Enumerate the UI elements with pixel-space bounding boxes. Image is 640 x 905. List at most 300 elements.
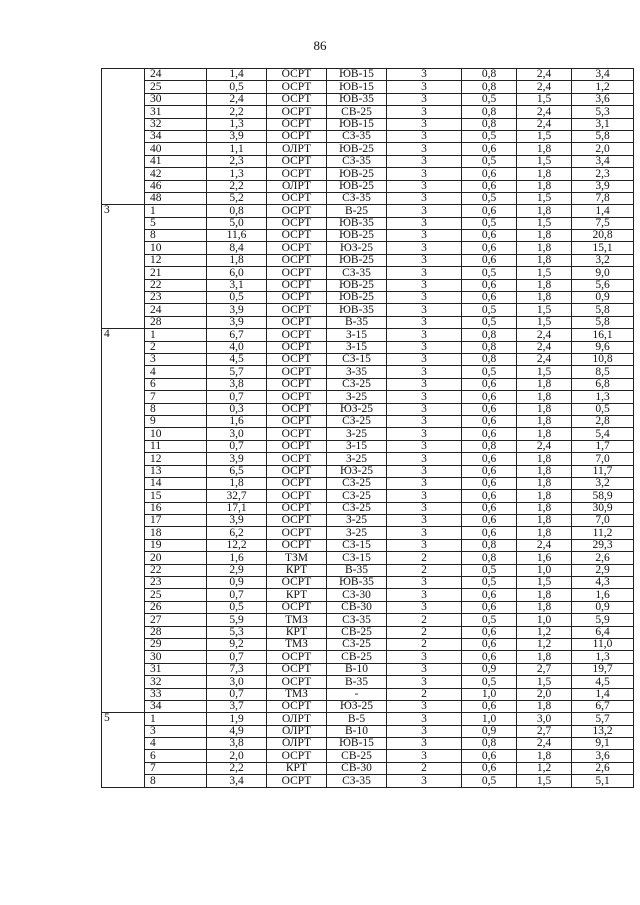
allotment-number-cell: 17: [145, 515, 207, 527]
class-cell: 3: [387, 539, 462, 551]
table-row: [102, 366, 634, 378]
type-cell: ОСРТ: [267, 700, 327, 712]
type-cell: КРТ: [267, 564, 327, 576]
allotment-number-cell: 20: [145, 552, 207, 564]
height-cell: 0,6: [462, 168, 517, 180]
composition-cell: СВ-25: [327, 106, 387, 118]
area-cell: 6,0: [207, 267, 267, 279]
composition-cell: З-25: [327, 428, 387, 440]
type-cell: ОСРТ: [267, 81, 327, 93]
area-cell: 3,0: [207, 428, 267, 440]
composition-cell: ЮВ-25: [327, 279, 387, 291]
area-cell: 5,9: [207, 614, 267, 626]
area-cell: 4,5: [207, 353, 267, 365]
composition-cell: ЮВ-35: [327, 93, 387, 105]
composition-cell: ЮЗ-25: [327, 242, 387, 254]
composition-cell: СЗ-25: [327, 638, 387, 650]
class-cell: 2: [387, 638, 462, 650]
type-cell: ОЛРТ: [267, 143, 327, 155]
allotment-number-cell: 8: [145, 230, 207, 242]
table-row: [102, 378, 634, 390]
allotment-number-cell: 1: [145, 329, 207, 341]
table-row: [102, 130, 634, 142]
allotment-number-cell: 13: [145, 465, 207, 477]
height-cell: 0,5: [462, 676, 517, 688]
height-cell: 0,6: [462, 490, 517, 502]
area-cell: 0,7: [207, 440, 267, 452]
area-cell: 1,8: [207, 477, 267, 489]
class-cell: 3: [387, 775, 462, 787]
area-cell: 5,2: [207, 192, 267, 204]
allotment-number-cell: 30: [145, 93, 207, 105]
width-cell: 1,8: [517, 453, 572, 465]
allotment-number-cell: 7: [145, 762, 207, 774]
table-row: [102, 453, 634, 465]
width-cell: 1,8: [517, 180, 572, 192]
table-row: [102, 292, 634, 304]
table-row: [102, 254, 634, 266]
type-cell: КРТ: [267, 626, 327, 638]
height-cell: 0,9: [462, 725, 517, 737]
type-cell: ОСРТ: [267, 651, 327, 663]
class-cell: 2: [387, 762, 462, 774]
height-cell: 0,6: [462, 292, 517, 304]
allotment-number-cell: 6: [145, 750, 207, 762]
volume-cell: 20,8: [572, 230, 634, 242]
area-cell: 0,5: [207, 601, 267, 613]
volume-cell: 8,5: [572, 366, 634, 378]
width-cell: 1,5: [517, 316, 572, 328]
table-row: [102, 341, 634, 353]
volume-cell: 3,9: [572, 180, 634, 192]
height-cell: 0,5: [462, 267, 517, 279]
height-cell: 0,8: [462, 69, 517, 81]
table-row: [102, 552, 634, 564]
composition-cell: СЗ-35: [327, 614, 387, 626]
page-number: 86: [313, 38, 327, 53]
width-cell: 1,8: [517, 391, 572, 403]
class-cell: 3: [387, 676, 462, 688]
allotment-number-cell: 5: [145, 217, 207, 229]
width-cell: 2,7: [517, 663, 572, 675]
area-cell: 2,3: [207, 155, 267, 167]
width-cell: 1,5: [517, 267, 572, 279]
width-cell: 2,4: [517, 106, 572, 118]
table-row: [102, 440, 634, 452]
table-row: [102, 564, 634, 576]
composition-cell: ЮВ-25: [327, 168, 387, 180]
class-cell: 3: [387, 254, 462, 266]
volume-cell: 3,2: [572, 477, 634, 489]
type-cell: ОСРТ: [267, 428, 327, 440]
type-cell: ОСРТ: [267, 106, 327, 118]
width-cell: 1,8: [517, 292, 572, 304]
area-cell: 3,9: [207, 316, 267, 328]
width-cell: 1,8: [517, 242, 572, 254]
table-row: [102, 465, 634, 477]
class-cell: 3: [387, 130, 462, 142]
table-row: [102, 242, 634, 254]
table-row: [102, 143, 634, 155]
class-cell: 3: [387, 242, 462, 254]
volume-cell: 5,9: [572, 614, 634, 626]
width-cell: 1,8: [517, 143, 572, 155]
width-cell: 2,4: [517, 738, 572, 750]
volume-cell: 5,3: [572, 106, 634, 118]
height-cell: 0,5: [462, 775, 517, 787]
section-number-cell: 4: [102, 329, 145, 713]
area-cell: 5,3: [207, 626, 267, 638]
width-cell: 1,8: [517, 490, 572, 502]
volume-cell: 1,4: [572, 688, 634, 700]
width-cell: 1,8: [517, 168, 572, 180]
height-cell: 0,6: [462, 254, 517, 266]
allotment-number-cell: 28: [145, 626, 207, 638]
area-cell: 6,7: [207, 329, 267, 341]
volume-cell: 5,4: [572, 428, 634, 440]
class-cell: 3: [387, 279, 462, 291]
height-cell: 0,5: [462, 192, 517, 204]
type-cell: ОСРТ: [267, 242, 327, 254]
table-row: [102, 279, 634, 291]
volume-cell: 2,9: [572, 564, 634, 576]
type-cell: ОСРТ: [267, 515, 327, 527]
area-cell: 7,3: [207, 663, 267, 675]
table-row: [102, 515, 634, 527]
volume-cell: 6,8: [572, 378, 634, 390]
allotment-number-cell: 40: [145, 143, 207, 155]
type-cell: ОСРТ: [267, 353, 327, 365]
height-cell: 0,5: [462, 130, 517, 142]
allotment-number-cell: 15: [145, 490, 207, 502]
type-cell: ОСРТ: [267, 527, 327, 539]
allotment-number-cell: 3: [145, 353, 207, 365]
type-cell: ОСРТ: [267, 440, 327, 452]
height-cell: 0,6: [462, 589, 517, 601]
type-cell: ОСРТ: [267, 130, 327, 142]
volume-cell: 5,6: [572, 279, 634, 291]
height-cell: 0,6: [462, 700, 517, 712]
height-cell: 0,5: [462, 614, 517, 626]
type-cell: ОСРТ: [267, 168, 327, 180]
height-cell: 0,6: [462, 143, 517, 155]
allotment-number-cell: 11: [145, 440, 207, 452]
area-cell: 12,2: [207, 539, 267, 551]
volume-cell: 2,3: [572, 168, 634, 180]
area-cell: 3,8: [207, 738, 267, 750]
area-cell: 0,8: [207, 205, 267, 217]
composition-cell: З-25: [327, 515, 387, 527]
height-cell: 0,6: [462, 465, 517, 477]
height-cell: 0,8: [462, 552, 517, 564]
type-cell: ОСРТ: [267, 391, 327, 403]
composition-cell: З-15: [327, 329, 387, 341]
table-row: [102, 738, 634, 750]
volume-cell: 1,7: [572, 440, 634, 452]
area-cell: 3,9: [207, 453, 267, 465]
composition-cell: В-35: [327, 564, 387, 576]
table-row: [102, 192, 634, 204]
composition-cell: СЗ-35: [327, 192, 387, 204]
table-row: [102, 589, 634, 601]
table-row: [102, 267, 634, 279]
class-cell: 3: [387, 415, 462, 427]
table-row: [102, 118, 634, 130]
volume-cell: 5,8: [572, 130, 634, 142]
area-cell: 0,7: [207, 688, 267, 700]
class-cell: 3: [387, 663, 462, 675]
composition-cell: ЮВ-25: [327, 143, 387, 155]
width-cell: 1,0: [517, 614, 572, 626]
table-row: [102, 205, 634, 217]
area-cell: 3,9: [207, 515, 267, 527]
type-cell: ТМЗ: [267, 688, 327, 700]
area-cell: 3,4: [207, 775, 267, 787]
width-cell: 1,5: [517, 577, 572, 589]
class-cell: 3: [387, 428, 462, 440]
composition-cell: ЮВ-25: [327, 180, 387, 192]
composition-cell: СЗ-35: [327, 130, 387, 142]
table-row: [102, 638, 634, 650]
area-cell: 3,9: [207, 130, 267, 142]
area-cell: 2,2: [207, 762, 267, 774]
height-cell: 0,6: [462, 601, 517, 613]
composition-cell: СЗ-25: [327, 490, 387, 502]
composition-cell: В-10: [327, 725, 387, 737]
area-cell: 0,7: [207, 589, 267, 601]
area-cell: 17,1: [207, 502, 267, 514]
table-row: [102, 676, 634, 688]
class-cell: 2: [387, 552, 462, 564]
class-cell: 3: [387, 205, 462, 217]
class-cell: 3: [387, 440, 462, 452]
composition-cell: СЗ-15: [327, 353, 387, 365]
width-cell: 1,8: [517, 428, 572, 440]
allotment-number-cell: 28: [145, 316, 207, 328]
composition-cell: З-25: [327, 453, 387, 465]
composition-cell: СВ-30: [327, 601, 387, 613]
width-cell: 1,8: [517, 279, 572, 291]
width-cell: 1,8: [517, 601, 572, 613]
type-cell: ОЛРТ: [267, 738, 327, 750]
allotment-number-cell: 26: [145, 601, 207, 613]
type-cell: ОСРТ: [267, 316, 327, 328]
width-cell: 2,4: [517, 539, 572, 551]
allotment-number-cell: 23: [145, 577, 207, 589]
allotment-number-cell: 32: [145, 676, 207, 688]
area-cell: 3,1: [207, 279, 267, 291]
width-cell: 1,2: [517, 638, 572, 650]
class-cell: 3: [387, 589, 462, 601]
height-cell: 0,5: [462, 217, 517, 229]
area-cell: 3,0: [207, 676, 267, 688]
height-cell: 0,6: [462, 762, 517, 774]
area-cell: 2,9: [207, 564, 267, 576]
allotment-number-cell: 34: [145, 130, 207, 142]
class-cell: 3: [387, 577, 462, 589]
table-row: [102, 713, 634, 725]
composition-cell: ЮВ-15: [327, 69, 387, 81]
volume-cell: 2,6: [572, 552, 634, 564]
height-cell: 1,0: [462, 688, 517, 700]
area-cell: 6,5: [207, 465, 267, 477]
area-cell: 4,0: [207, 341, 267, 353]
type-cell: ОСРТ: [267, 304, 327, 316]
width-cell: 1,5: [517, 93, 572, 105]
height-cell: 0,8: [462, 341, 517, 353]
table-row: [102, 762, 634, 774]
section-number-cell: [102, 69, 145, 205]
class-cell: 3: [387, 700, 462, 712]
class-cell: 2: [387, 614, 462, 626]
type-cell: ОСРТ: [267, 601, 327, 613]
allotment-number-cell: 41: [145, 155, 207, 167]
type-cell: ОСРТ: [267, 118, 327, 130]
composition-cell: З-15: [327, 440, 387, 452]
volume-cell: 1,2: [572, 81, 634, 93]
height-cell: 0,6: [462, 205, 517, 217]
class-cell: 3: [387, 651, 462, 663]
area-cell: 0,7: [207, 391, 267, 403]
composition-cell: ЮЗ-25: [327, 403, 387, 415]
allotment-number-cell: 33: [145, 688, 207, 700]
class-cell: 3: [387, 341, 462, 353]
section-number-cell: 3: [102, 205, 145, 329]
type-cell: ОСРТ: [267, 155, 327, 167]
allotment-number-cell: 10: [145, 428, 207, 440]
volume-cell: 16,1: [572, 329, 634, 341]
width-cell: 2,4: [517, 353, 572, 365]
table-row: [102, 502, 634, 514]
table-row: [102, 168, 634, 180]
width-cell: 1,8: [517, 465, 572, 477]
height-cell: 0,6: [462, 242, 517, 254]
type-cell: ОСРТ: [267, 750, 327, 762]
composition-cell: З-35: [327, 366, 387, 378]
volume-cell: 2,6: [572, 762, 634, 774]
width-cell: 2,4: [517, 341, 572, 353]
class-cell: 3: [387, 601, 462, 613]
composition-cell: СВ-25: [327, 626, 387, 638]
class-cell: 3: [387, 502, 462, 514]
allotment-number-cell: 29: [145, 638, 207, 650]
allotment-number-cell: 9: [145, 415, 207, 427]
height-cell: 0,6: [462, 378, 517, 390]
width-cell: 2,4: [517, 440, 572, 452]
width-cell: 1,5: [517, 192, 572, 204]
volume-cell: 3,6: [572, 750, 634, 762]
class-cell: 3: [387, 329, 462, 341]
composition-cell: СЗ-30: [327, 589, 387, 601]
type-cell: ОЛРТ: [267, 725, 327, 737]
width-cell: 1,5: [517, 155, 572, 167]
composition-cell: ЮВ-25: [327, 230, 387, 242]
type-cell: ОСРТ: [267, 254, 327, 266]
type-cell: КРТ: [267, 762, 327, 774]
area-cell: 0,3: [207, 403, 267, 415]
allotment-number-cell: 4: [145, 366, 207, 378]
composition-cell: З-25: [327, 527, 387, 539]
height-cell: 1,0: [462, 713, 517, 725]
volume-cell: 3,6: [572, 93, 634, 105]
height-cell: 0,6: [462, 477, 517, 489]
allotment-number-cell: 16: [145, 502, 207, 514]
type-cell: ОСРТ: [267, 329, 327, 341]
composition-cell: ЮВ-15: [327, 118, 387, 130]
type-cell: ТМЗ: [267, 638, 327, 650]
width-cell: 1,5: [517, 775, 572, 787]
volume-cell: 15,1: [572, 242, 634, 254]
area-cell: 0,7: [207, 651, 267, 663]
height-cell: 0,6: [462, 415, 517, 427]
allotment-number-cell: 31: [145, 106, 207, 118]
height-cell: 0,5: [462, 577, 517, 589]
table-row: [102, 663, 634, 675]
area-cell: 11,6: [207, 230, 267, 242]
table-row: [102, 688, 634, 700]
class-cell: 3: [387, 69, 462, 81]
section-number-cell: 5: [102, 713, 145, 787]
type-cell: ОСРТ: [267, 69, 327, 81]
class-cell: 3: [387, 192, 462, 204]
table-row: [102, 428, 634, 440]
type-cell: ОСРТ: [267, 403, 327, 415]
type-cell: ТЗМ: [267, 552, 327, 564]
area-cell: 3,7: [207, 700, 267, 712]
width-cell: 1,8: [517, 502, 572, 514]
allotment-number-cell: 12: [145, 254, 207, 266]
area-cell: 2,2: [207, 180, 267, 192]
height-cell: 0,5: [462, 304, 517, 316]
volume-cell: 3,1: [572, 118, 634, 130]
table-row: [102, 614, 634, 626]
width-cell: 1,8: [517, 651, 572, 663]
table-row: [102, 155, 634, 167]
volume-cell: 4,3: [572, 577, 634, 589]
volume-cell: 7,5: [572, 217, 634, 229]
area-cell: 2,0: [207, 750, 267, 762]
composition-cell: ЮВ-35: [327, 304, 387, 316]
class-cell: 3: [387, 168, 462, 180]
class-cell: 3: [387, 750, 462, 762]
allotment-number-cell: 3: [145, 725, 207, 737]
height-cell: 0,8: [462, 81, 517, 93]
width-cell: 1,6: [517, 552, 572, 564]
allotment-number-cell: 19: [145, 539, 207, 551]
class-cell: 3: [387, 81, 462, 93]
type-cell: ОСРТ: [267, 453, 327, 465]
composition-cell: ЮЗ-25: [327, 700, 387, 712]
composition-cell: З-15: [327, 341, 387, 353]
type-cell: ОСРТ: [267, 539, 327, 551]
composition-cell: З-25: [327, 391, 387, 403]
class-cell: 3: [387, 143, 462, 155]
allotment-number-cell: 10: [145, 242, 207, 254]
height-cell: 0,5: [462, 93, 517, 105]
table-row: [102, 329, 634, 341]
table-body: [102, 69, 634, 788]
type-cell: ОСРТ: [267, 217, 327, 229]
type-cell: ОСРТ: [267, 93, 327, 105]
height-cell: 0,9: [462, 663, 517, 675]
area-cell: 8,4: [207, 242, 267, 254]
class-cell: 3: [387, 217, 462, 229]
volume-cell: 3,4: [572, 155, 634, 167]
volume-cell: 0,5: [572, 403, 634, 415]
type-cell: ОСРТ: [267, 378, 327, 390]
class-cell: 3: [387, 106, 462, 118]
height-cell: 0,8: [462, 440, 517, 452]
